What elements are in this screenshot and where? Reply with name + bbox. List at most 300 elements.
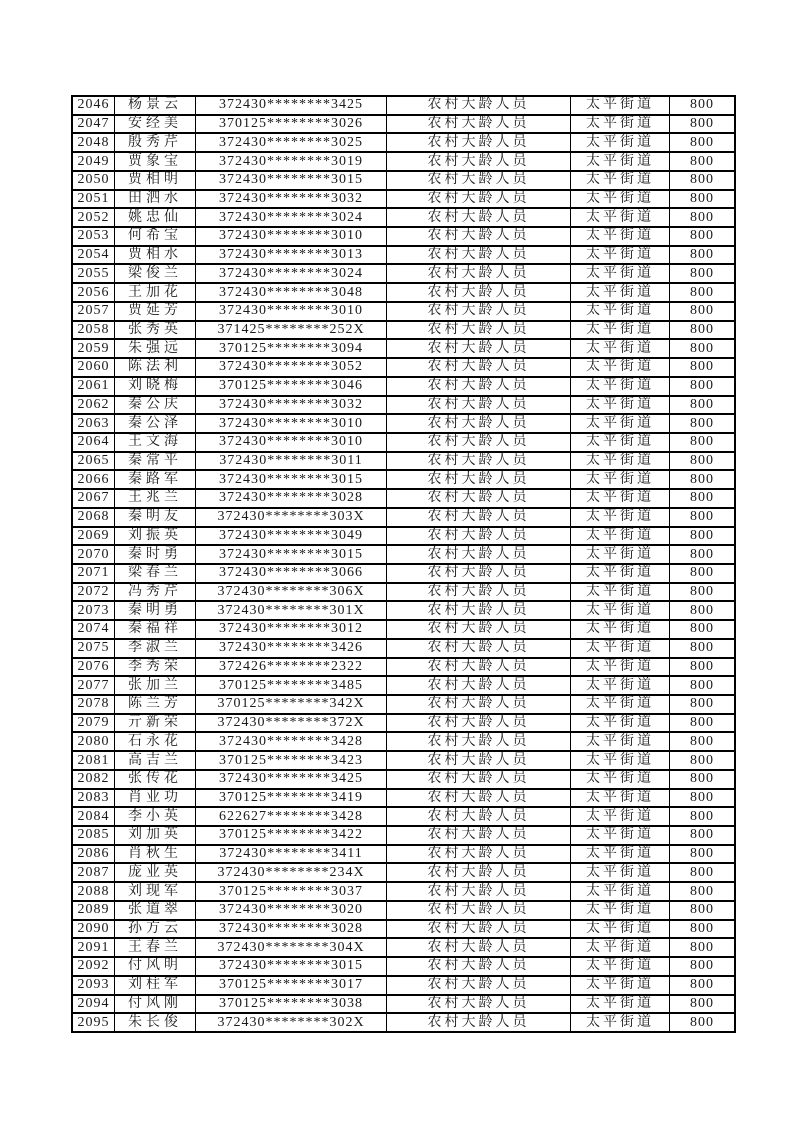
table-row — [72, 358, 735, 377]
cell-seq: 2070 — [72, 545, 115, 564]
cell-seq: 2087 — [72, 863, 115, 882]
cell-seq: 2084 — [72, 807, 115, 826]
cell-id-number: 372430********234X — [196, 863, 387, 882]
cell-id-number: 370125********3037 — [196, 882, 387, 901]
cell-street: 太平街道 — [571, 283, 670, 302]
table-row — [72, 115, 735, 134]
table-row — [72, 658, 735, 677]
cell-category: 农村大龄人员 — [387, 901, 571, 920]
cell-category: 农村大龄人员 — [387, 508, 571, 527]
cell-amount: 800 — [670, 583, 736, 602]
cell-seq: 2083 — [72, 789, 115, 808]
cell-name: 贾相明 — [115, 171, 196, 190]
table-row — [72, 152, 735, 171]
cell-name: 张加兰 — [115, 676, 196, 695]
cell-category: 农村大龄人员 — [387, 470, 571, 489]
cell-street: 太平街道 — [571, 115, 670, 134]
cell-seq: 2065 — [72, 452, 115, 471]
cell-id-number: 370125********3422 — [196, 826, 387, 845]
cell-name: 朱强远 — [115, 339, 196, 358]
cell-seq: 2052 — [72, 208, 115, 227]
cell-name: 王兆兰 — [115, 489, 196, 508]
cell-amount: 800 — [670, 732, 736, 751]
cell-category: 农村大龄人员 — [387, 96, 571, 115]
cell-seq: 2061 — [72, 377, 115, 396]
table-row — [72, 676, 735, 695]
cell-amount: 800 — [670, 676, 736, 695]
cell-street: 太平街道 — [571, 732, 670, 751]
cell-name: 亓新荣 — [115, 714, 196, 733]
cell-street: 太平街道 — [571, 208, 670, 227]
cell-name: 张道翠 — [115, 901, 196, 920]
cell-amount: 800 — [670, 545, 736, 564]
cell-amount: 800 — [670, 807, 736, 826]
cell-street: 太平街道 — [571, 452, 670, 471]
cell-id-number: 372430********3426 — [196, 639, 387, 658]
cell-name: 陈兰芳 — [115, 695, 196, 714]
cell-name: 秦常平 — [115, 452, 196, 471]
cell-id-number: 370125********3485 — [196, 676, 387, 695]
cell-seq: 2064 — [72, 433, 115, 452]
cell-category: 农村大龄人员 — [387, 564, 571, 583]
table-row — [72, 527, 735, 546]
cell-name: 贾相水 — [115, 246, 196, 265]
table-row — [72, 452, 735, 471]
cell-seq: 2063 — [72, 414, 115, 433]
cell-name: 杨景云 — [115, 96, 196, 115]
table-row — [72, 321, 735, 340]
cell-seq: 2080 — [72, 732, 115, 751]
cell-category: 农村大龄人员 — [387, 283, 571, 302]
cell-street: 太平街道 — [571, 676, 670, 695]
cell-id-number: 372430********301X — [196, 601, 387, 620]
cell-seq: 2049 — [72, 152, 115, 171]
cell-amount: 800 — [670, 377, 736, 396]
table-row — [72, 227, 735, 246]
cell-category: 农村大龄人员 — [387, 976, 571, 995]
cell-street: 太平街道 — [571, 358, 670, 377]
cell-id-number: 372430********3066 — [196, 564, 387, 583]
cell-category: 农村大龄人员 — [387, 676, 571, 695]
roster-table-body — [72, 96, 735, 1032]
cell-name: 石永花 — [115, 732, 196, 751]
cell-amount: 800 — [670, 470, 736, 489]
cell-id-number: 371425********252X — [196, 321, 387, 340]
cell-amount: 800 — [670, 133, 736, 152]
cell-amount: 800 — [670, 339, 736, 358]
cell-street: 太平街道 — [571, 414, 670, 433]
cell-id-number: 372430********304X — [196, 938, 387, 957]
cell-amount: 800 — [670, 995, 736, 1014]
cell-id-number: 372430********3028 — [196, 489, 387, 508]
cell-seq: 2056 — [72, 283, 115, 302]
cell-street: 太平街道 — [571, 863, 670, 882]
cell-id-number: 372430********303X — [196, 508, 387, 527]
cell-street: 太平街道 — [571, 845, 670, 864]
cell-name: 陈法利 — [115, 358, 196, 377]
cell-category: 农村大龄人员 — [387, 133, 571, 152]
cell-seq: 2095 — [72, 1013, 115, 1032]
cell-name: 刘柱军 — [115, 976, 196, 995]
table-row — [72, 283, 735, 302]
cell-amount: 800 — [670, 601, 736, 620]
cell-id-number: 370125********3094 — [196, 339, 387, 358]
cell-seq: 2093 — [72, 976, 115, 995]
table-row — [72, 882, 735, 901]
cell-name: 付风刚 — [115, 995, 196, 1014]
cell-category: 农村大龄人员 — [387, 396, 571, 415]
cell-id-number: 372430********3024 — [196, 264, 387, 283]
cell-street: 太平街道 — [571, 751, 670, 770]
table-row — [72, 190, 735, 209]
table-row — [72, 601, 735, 620]
cell-street: 太平街道 — [571, 152, 670, 171]
table-row — [72, 414, 735, 433]
cell-street: 太平街道 — [571, 489, 670, 508]
cell-seq: 2077 — [72, 676, 115, 695]
cell-id-number: 372430********3010 — [196, 302, 387, 321]
table-row — [72, 732, 735, 751]
cell-category: 农村大龄人员 — [387, 1013, 571, 1032]
cell-id-number: 370125********3026 — [196, 115, 387, 134]
cell-category: 农村大龄人员 — [387, 414, 571, 433]
cell-name: 梁春兰 — [115, 564, 196, 583]
cell-name: 何希宝 — [115, 227, 196, 246]
cell-id-number: 372430********3024 — [196, 208, 387, 227]
cell-category: 农村大龄人员 — [387, 639, 571, 658]
cell-category: 农村大龄人员 — [387, 695, 571, 714]
cell-amount: 800 — [670, 115, 736, 134]
cell-seq: 2090 — [72, 920, 115, 939]
cell-id-number: 372430********3028 — [196, 920, 387, 939]
cell-name: 秦福祥 — [115, 620, 196, 639]
cell-street: 太平街道 — [571, 938, 670, 957]
table-row — [72, 957, 735, 976]
cell-seq: 2076 — [72, 658, 115, 677]
cell-amount: 800 — [670, 302, 736, 321]
cell-seq: 2054 — [72, 246, 115, 265]
cell-street: 太平街道 — [571, 714, 670, 733]
cell-name: 姚忠仙 — [115, 208, 196, 227]
cell-id-number: 372430********3428 — [196, 732, 387, 751]
cell-id-number: 372430********3025 — [196, 133, 387, 152]
cell-name: 王文海 — [115, 433, 196, 452]
cell-seq: 2081 — [72, 751, 115, 770]
cell-street: 太平街道 — [571, 339, 670, 358]
cell-amount: 800 — [670, 920, 736, 939]
table-row — [72, 208, 735, 227]
table-row — [72, 545, 735, 564]
cell-category: 农村大龄人员 — [387, 190, 571, 209]
cell-amount: 800 — [670, 639, 736, 658]
cell-category: 农村大龄人员 — [387, 789, 571, 808]
cell-amount: 800 — [670, 882, 736, 901]
table-row — [72, 264, 735, 283]
cell-id-number: 372430********3425 — [196, 96, 387, 115]
cell-amount: 800 — [670, 321, 736, 340]
cell-id-number: 370125********3046 — [196, 377, 387, 396]
cell-name: 秦明友 — [115, 508, 196, 527]
table-row — [72, 1013, 735, 1032]
cell-id-number: 372430********3015 — [196, 957, 387, 976]
cell-street: 太平街道 — [571, 302, 670, 321]
cell-category: 农村大龄人员 — [387, 115, 571, 134]
cell-name: 肖业功 — [115, 789, 196, 808]
cell-seq: 2085 — [72, 826, 115, 845]
cell-category: 农村大龄人员 — [387, 433, 571, 452]
cell-id-number: 372430********3015 — [196, 171, 387, 190]
cell-id-number: 372430********3010 — [196, 227, 387, 246]
cell-street: 太平街道 — [571, 695, 670, 714]
cell-name: 孙方云 — [115, 920, 196, 939]
cell-id-number: 372430********306X — [196, 583, 387, 602]
cell-category: 农村大龄人员 — [387, 152, 571, 171]
cell-seq: 2069 — [72, 527, 115, 546]
cell-street: 太平街道 — [571, 601, 670, 620]
table-row — [72, 133, 735, 152]
cell-seq: 2066 — [72, 470, 115, 489]
cell-name: 刘晓梅 — [115, 377, 196, 396]
cell-name: 李淑兰 — [115, 639, 196, 658]
cell-name: 安经美 — [115, 115, 196, 134]
cell-id-number: 370125********3419 — [196, 789, 387, 808]
cell-seq: 2072 — [72, 583, 115, 602]
cell-name: 贾延芳 — [115, 302, 196, 321]
cell-id-number: 372430********372X — [196, 714, 387, 733]
cell-amount: 800 — [670, 695, 736, 714]
cell-name: 贾象宝 — [115, 152, 196, 171]
cell-seq: 2067 — [72, 489, 115, 508]
table-row — [72, 770, 735, 789]
table-row — [72, 714, 735, 733]
cell-category: 农村大龄人员 — [387, 826, 571, 845]
cell-id-number: 370125********3038 — [196, 995, 387, 1014]
cell-seq: 2094 — [72, 995, 115, 1014]
cell-seq: 2089 — [72, 901, 115, 920]
cell-street: 太平街道 — [571, 396, 670, 415]
cell-seq: 2060 — [72, 358, 115, 377]
cell-category: 农村大龄人员 — [387, 489, 571, 508]
cell-street: 太平街道 — [571, 190, 670, 209]
cell-street: 太平街道 — [571, 527, 670, 546]
cell-category: 农村大龄人员 — [387, 171, 571, 190]
cell-amount: 800 — [670, 714, 736, 733]
cell-amount: 800 — [670, 96, 736, 115]
cell-amount: 800 — [670, 863, 736, 882]
table-row — [72, 695, 735, 714]
cell-street: 太平街道 — [571, 133, 670, 152]
cell-seq: 2092 — [72, 957, 115, 976]
cell-id-number: 372430********3411 — [196, 845, 387, 864]
cell-seq: 2075 — [72, 639, 115, 658]
cell-amount: 800 — [670, 208, 736, 227]
cell-name: 高吉兰 — [115, 751, 196, 770]
cell-id-number: 372430********3015 — [196, 470, 387, 489]
cell-street: 太平街道 — [571, 920, 670, 939]
table-row — [72, 96, 735, 115]
cell-seq: 2048 — [72, 133, 115, 152]
cell-name: 王加花 — [115, 283, 196, 302]
cell-id-number: 622627********3428 — [196, 807, 387, 826]
cell-name: 李秀荣 — [115, 658, 196, 677]
table-row — [72, 302, 735, 321]
cell-amount: 800 — [670, 227, 736, 246]
cell-id-number: 372430********3052 — [196, 358, 387, 377]
cell-amount: 800 — [670, 358, 736, 377]
cell-category: 农村大龄人员 — [387, 227, 571, 246]
cell-street: 太平街道 — [571, 658, 670, 677]
cell-name: 秦公庆 — [115, 396, 196, 415]
cell-name: 梁俊兰 — [115, 264, 196, 283]
cell-street: 太平街道 — [571, 770, 670, 789]
cell-seq: 2062 — [72, 396, 115, 415]
cell-id-number: 372430********3032 — [196, 396, 387, 415]
table-row — [72, 938, 735, 957]
cell-id-number: 372430********3010 — [196, 414, 387, 433]
cell-seq: 2079 — [72, 714, 115, 733]
table-row — [72, 789, 735, 808]
cell-seq: 2051 — [72, 190, 115, 209]
cell-street: 太平街道 — [571, 1013, 670, 1032]
cell-id-number: 372430********3011 — [196, 452, 387, 471]
table-row — [72, 246, 735, 265]
cell-category: 农村大龄人员 — [387, 714, 571, 733]
cell-name: 张传花 — [115, 770, 196, 789]
cell-id-number: 372430********3015 — [196, 545, 387, 564]
cell-category: 农村大龄人员 — [387, 751, 571, 770]
table-row — [72, 564, 735, 583]
cell-seq: 2046 — [72, 96, 115, 115]
cell-amount: 800 — [670, 489, 736, 508]
table-row — [72, 583, 735, 602]
cell-category: 农村大龄人员 — [387, 321, 571, 340]
cell-street: 太平街道 — [571, 995, 670, 1014]
table-row — [72, 995, 735, 1014]
cell-amount: 800 — [670, 845, 736, 864]
cell-street: 太平街道 — [571, 957, 670, 976]
cell-category: 农村大龄人员 — [387, 339, 571, 358]
cell-street: 太平街道 — [571, 545, 670, 564]
cell-id-number: 372426********2322 — [196, 658, 387, 677]
cell-category: 农村大龄人员 — [387, 658, 571, 677]
cell-name: 秦公泽 — [115, 414, 196, 433]
cell-id-number: 372430********3425 — [196, 770, 387, 789]
cell-category: 农村大龄人员 — [387, 583, 571, 602]
cell-name: 冯秀芹 — [115, 583, 196, 602]
cell-seq: 2074 — [72, 620, 115, 639]
cell-name: 田泗水 — [115, 190, 196, 209]
cell-id-number: 372430********3013 — [196, 246, 387, 265]
table-row — [72, 901, 735, 920]
cell-seq: 2053 — [72, 227, 115, 246]
cell-amount: 800 — [670, 264, 736, 283]
cell-amount: 800 — [670, 283, 736, 302]
cell-amount: 800 — [670, 396, 736, 415]
cell-street: 太平街道 — [571, 508, 670, 527]
cell-street: 太平街道 — [571, 171, 670, 190]
cell-name: 秦明勇 — [115, 601, 196, 620]
cell-street: 太平街道 — [571, 470, 670, 489]
cell-id-number: 372430********3020 — [196, 901, 387, 920]
cell-category: 农村大龄人员 — [387, 601, 571, 620]
cell-seq: 2058 — [72, 321, 115, 340]
cell-id-number: 372430********3032 — [196, 190, 387, 209]
cell-id-number: 372430********3048 — [196, 283, 387, 302]
table-row — [72, 863, 735, 882]
cell-street: 太平街道 — [571, 807, 670, 826]
cell-amount: 800 — [670, 620, 736, 639]
cell-street: 太平街道 — [571, 246, 670, 265]
cell-amount: 800 — [670, 1013, 736, 1032]
table-row — [72, 171, 735, 190]
cell-name: 秦路军 — [115, 470, 196, 489]
benefits-roster-table — [71, 95, 736, 1033]
cell-name: 殷秀芹 — [115, 133, 196, 152]
cell-street: 太平街道 — [571, 826, 670, 845]
cell-id-number: 370125********3423 — [196, 751, 387, 770]
cell-street: 太平街道 — [571, 321, 670, 340]
cell-street: 太平街道 — [571, 901, 670, 920]
cell-category: 农村大龄人员 — [387, 264, 571, 283]
cell-name: 庞业英 — [115, 863, 196, 882]
cell-name: 李小英 — [115, 807, 196, 826]
cell-seq: 2078 — [72, 695, 115, 714]
cell-category: 农村大龄人员 — [387, 358, 571, 377]
cell-id-number: 372430********3019 — [196, 152, 387, 171]
cell-street: 太平街道 — [571, 433, 670, 452]
cell-amount: 800 — [670, 508, 736, 527]
cell-amount: 800 — [670, 414, 736, 433]
cell-amount: 800 — [670, 433, 736, 452]
cell-street: 太平街道 — [571, 264, 670, 283]
cell-name: 刘加英 — [115, 826, 196, 845]
cell-category: 农村大龄人员 — [387, 938, 571, 957]
cell-id-number: 372430********3012 — [196, 620, 387, 639]
cell-category: 农村大龄人员 — [387, 863, 571, 882]
cell-amount: 800 — [670, 770, 736, 789]
cell-name: 王春兰 — [115, 938, 196, 957]
cell-amount: 800 — [670, 246, 736, 265]
cell-id-number: 370125********342X — [196, 695, 387, 714]
cell-amount: 800 — [670, 901, 736, 920]
cell-seq: 2068 — [72, 508, 115, 527]
table-row — [72, 433, 735, 452]
cell-amount: 800 — [670, 171, 736, 190]
cell-seq: 2057 — [72, 302, 115, 321]
cell-amount: 800 — [670, 789, 736, 808]
cell-amount: 800 — [670, 452, 736, 471]
cell-category: 农村大龄人员 — [387, 452, 571, 471]
cell-street: 太平街道 — [571, 583, 670, 602]
cell-seq: 2073 — [72, 601, 115, 620]
cell-id-number: 372430********3049 — [196, 527, 387, 546]
cell-street: 太平街道 — [571, 882, 670, 901]
cell-amount: 800 — [670, 976, 736, 995]
table-row — [72, 807, 735, 826]
cell-name: 刘振英 — [115, 527, 196, 546]
table-row — [72, 508, 735, 527]
cell-amount: 800 — [670, 564, 736, 583]
table-row — [72, 976, 735, 995]
table-row — [72, 396, 735, 415]
cell-category: 农村大龄人员 — [387, 807, 571, 826]
cell-street: 太平街道 — [571, 789, 670, 808]
cell-name: 张秀英 — [115, 321, 196, 340]
cell-street: 太平街道 — [571, 639, 670, 658]
cell-seq: 2071 — [72, 564, 115, 583]
cell-seq: 2055 — [72, 264, 115, 283]
cell-amount: 800 — [670, 826, 736, 845]
